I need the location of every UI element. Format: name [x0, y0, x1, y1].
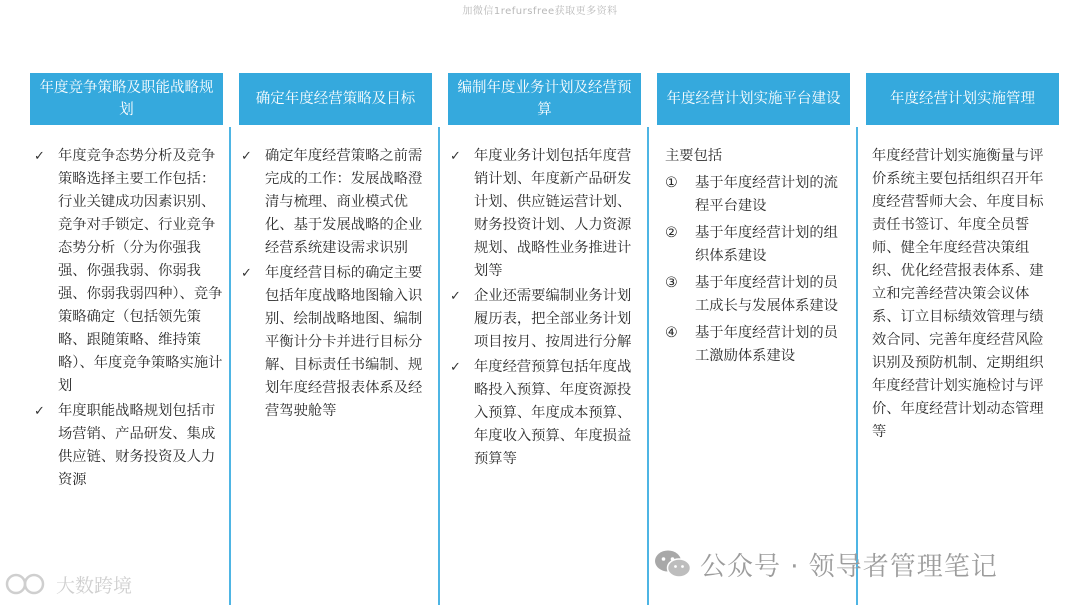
list-item: ③ 基于年度经营计划的员工成长与发展体系建设: [665, 272, 849, 318]
column-divider: [856, 127, 858, 605]
column-header: 年度竞争策略及职能战略规划: [30, 73, 223, 125]
column-header: 年度经营计划实施管理: [866, 73, 1059, 125]
column-divider: [229, 127, 231, 605]
column-header: 确定年度经营策略及目标: [239, 73, 432, 125]
item-number: ④: [665, 325, 678, 341]
check-icon: ✓: [241, 149, 252, 164]
logo-icon: [4, 572, 52, 596]
check-icon: ✓: [450, 149, 461, 164]
column-body: [665, 145, 849, 372]
column-body: [32, 145, 226, 494]
list-item: ② 基于年度经营计划的组织体系建设: [665, 222, 849, 268]
item-number: ②: [665, 225, 678, 241]
top-watermark-text: 加微信1refursfree获取更多资料: [462, 6, 618, 17]
list-item: ✓ 年度经营预算包括年度战略投入预算、年度资源投入预算、年度成本预算、年度收入预算、年度损益预算等: [448, 356, 640, 471]
list-item: ① 基于年度经营计划的流程平台建设: [665, 172, 849, 218]
column-divider: [647, 127, 649, 605]
intro-text: 主要包括: [665, 148, 723, 164]
column-header: 年度经营计划实施平台建设: [657, 73, 850, 125]
logo-watermark-text: 大数跨境: [56, 574, 133, 597]
list-item: ✓ 年度职能战略规划包括市场营销、产品研发、集成供应链、财务投资及人力资源: [32, 400, 226, 492]
logo-watermark: [4, 567, 132, 601]
check-icon: ✓: [450, 360, 461, 375]
list-item: ✓ 年度竞争态势分析及竞争策略选择主要工作包括：行业关键成功因素识别、竞争对手锁定、行业竞争态势分析（分为你强我强、你强我弱、你弱我强、你弱我弱四种）、竞争策略确定（包括领先策略、跟随策略、维持策略）、年度竞争策略实施计划: [32, 145, 226, 398]
column-body: [448, 145, 640, 473]
item-number: ③: [665, 275, 678, 291]
list-item: ✓ 企业还需要编制业务计划履历表，把全部业务计划项目按月、按周进行分解: [448, 285, 640, 354]
brand-watermark: [654, 547, 998, 581]
list-item: ④ 基于年度经营计划的员工激励体系建设: [665, 322, 849, 368]
column-header: 编制年度业务计划及经营预算: [448, 73, 641, 125]
list-item: ✓ 年度经营目标的确定主要包括年度战略地图输入识别、绘制战略地图、编制平衡计分卡并进行目标分解、目标责任书编制、规划年度经营报表体系及经营驾驶舱等: [239, 262, 433, 423]
column-text: 年度经营计划实施衡量与评价系统主要包括组织召开年度经营誓师大会、年度目标责任书签订、年度全员誓师、健全年度经营决策组织、优化经营报表体系、建立和完善经营决策会议体系、订立目标绩效管理与绩效合同、完善年度经营风险识别及预防机制、定期组织年度经营计划实施检讨与评价、年度经营计划动态管理等: [872, 148, 1044, 440]
column-divider: [438, 127, 440, 605]
check-icon: ✓: [34, 404, 45, 419]
list-item: ✓ 年度业务计划包括年度营销计划、年度新产品研发计划、供应链运营计划、财务投资计划、人力资源规划、战略性业务推进计划等: [448, 145, 640, 283]
check-icon: ✓: [450, 289, 461, 304]
column-body: [239, 145, 433, 425]
item-number: ①: [665, 175, 678, 191]
column-body: [872, 145, 1050, 444]
check-icon: ✓: [241, 266, 252, 281]
check-icon: ✓: [34, 149, 45, 164]
brand-watermark-text: 公众号 · 领导者管理笔记: [700, 551, 998, 582]
list-item: ✓ 确定年度经营策略之前需完成的工作：发展战略澄清与梳理、商业模式优化、基于发展战略的企业经营系统建设需求识别: [239, 145, 433, 260]
wechat-icon: [654, 549, 692, 579]
